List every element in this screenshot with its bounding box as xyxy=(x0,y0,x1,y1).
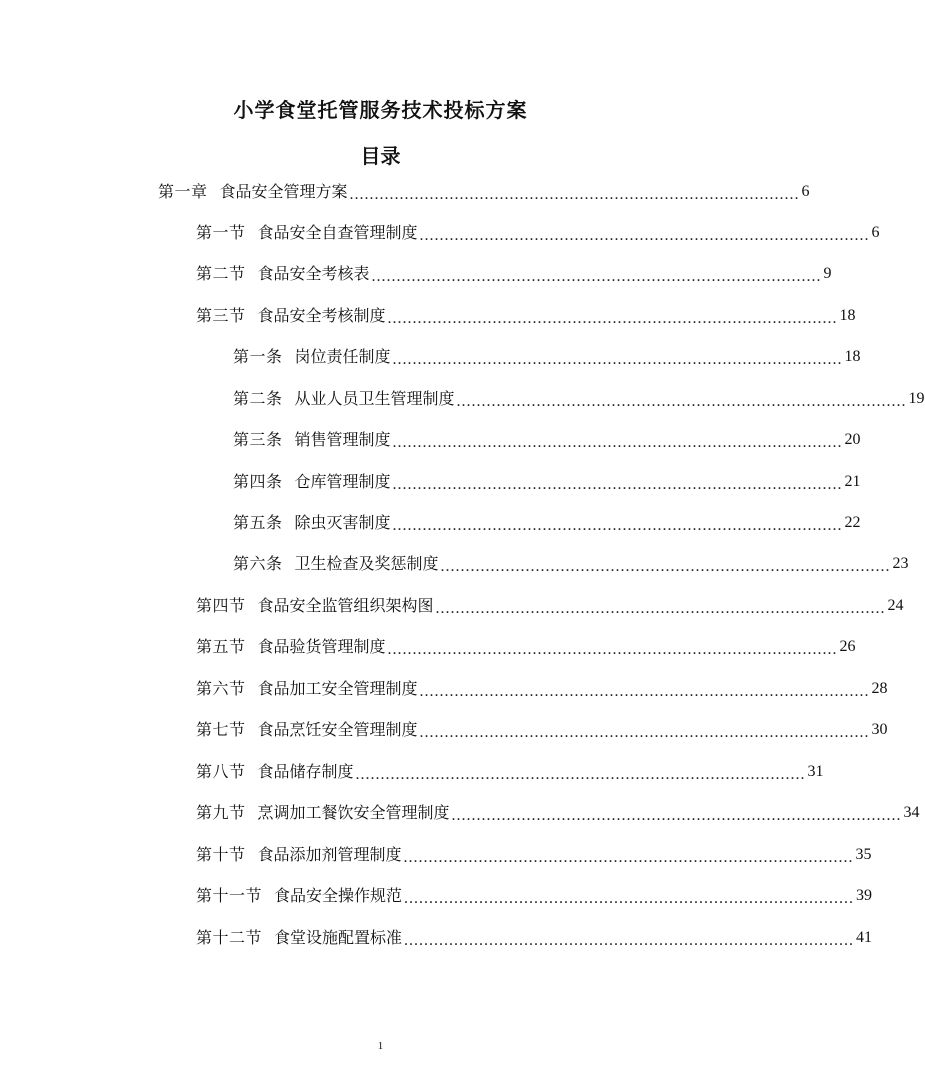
toc-entry-title: 食品安全自查管理制度 xyxy=(257,223,418,242)
toc-entry-page: 18 xyxy=(839,307,856,324)
toc-entry-title: 食品验货管理制度 xyxy=(257,637,386,656)
toc-entry-title: 销售管理制度 xyxy=(294,430,391,449)
toc-entry-section-3[interactable] xyxy=(196,300,856,332)
toc-entry-title: 烹调加工餐饮安全管理制度 xyxy=(257,803,450,822)
toc-entry-page: 26 xyxy=(839,638,856,655)
dot-leader: .......................................................................................... xyxy=(404,932,855,949)
dot-leader: .......................................................................................... xyxy=(392,476,843,493)
toc-entry-article-4[interactable] xyxy=(233,466,861,498)
toc-entry-page: 34 xyxy=(903,804,920,821)
dot-leader: .......................................................................................... xyxy=(387,310,838,327)
toc-entry-label: 第七节 xyxy=(196,720,246,739)
toc-entry-title: 食品安全考核表 xyxy=(257,264,370,283)
dot-leader: .......................................................................................... xyxy=(392,351,843,368)
toc-entry-page: 28 xyxy=(871,680,888,697)
toc-entry-section-2[interactable] xyxy=(196,258,832,290)
dot-leader: .......................................................................................... xyxy=(371,268,822,285)
dot-leader: .......................................................................................... xyxy=(349,186,800,203)
toc-entry-label: 第六节 xyxy=(196,679,246,698)
toc-entry-section-12[interactable] xyxy=(196,922,873,954)
dot-leader: .......................................................................................... xyxy=(392,517,843,534)
dot-leader: .......................................................................................... xyxy=(440,558,891,575)
toc-entry-title: 食品安全考核制度 xyxy=(257,306,386,325)
dot-leader: .......................................................................................... xyxy=(435,600,886,617)
toc-entry-label: 第一条 xyxy=(233,347,283,366)
dot-leader: .......................................................................................... xyxy=(355,766,806,783)
toc-entry-section-11[interactable] xyxy=(196,880,873,912)
toc-entry-article-3[interactable] xyxy=(233,424,861,456)
toc-entry-page: 21 xyxy=(844,473,861,490)
toc-entry-label: 第十一节 xyxy=(196,886,263,905)
toc-entry-title: 食品储存制度 xyxy=(257,762,354,781)
toc-entry-article-5[interactable] xyxy=(233,507,861,539)
footer-page-number: 1 xyxy=(377,1040,384,1052)
toc-entry-page: 6 xyxy=(871,224,880,241)
toc-entry-section-6[interactable] xyxy=(196,673,888,705)
toc-entry-label: 第九节 xyxy=(196,803,246,822)
toc-entry-page: 35 xyxy=(855,846,872,863)
toc-entry-section-5[interactable] xyxy=(196,631,856,663)
toc-entry-label: 第八节 xyxy=(196,762,246,781)
dot-leader: .......................................................................................... xyxy=(456,393,907,410)
toc-entry-label: 第二节 xyxy=(196,264,246,283)
toc-entry-label: 第六条 xyxy=(233,554,283,573)
toc-entry-article-6[interactable] xyxy=(233,548,909,580)
toc-entry-page: 39 xyxy=(856,887,873,904)
toc-entry-article-1[interactable] xyxy=(233,341,861,373)
toc-entry-label: 第四条 xyxy=(233,472,283,491)
toc-entry-page: 22 xyxy=(844,514,861,531)
toc-entry-section-10[interactable] xyxy=(196,839,872,871)
toc-entry-label: 第四节 xyxy=(196,596,246,615)
toc-heading: 目录 xyxy=(360,144,401,168)
toc-entry-label: 第三条 xyxy=(233,430,283,449)
dot-leader: .......................................................................................... xyxy=(419,724,870,741)
toc-entry-title: 食品安全管理方案 xyxy=(219,182,348,201)
toc-entry-section-7[interactable] xyxy=(196,714,888,746)
toc-entry-title: 仓库管理制度 xyxy=(294,472,391,491)
toc-entry-page: 9 xyxy=(823,265,832,282)
toc-entry-title: 从业人员卫生管理制度 xyxy=(294,389,455,408)
toc-entry-title: 食品安全操作规范 xyxy=(274,886,403,905)
toc-entry-page: 41 xyxy=(856,929,873,946)
toc-entry-page: 31 xyxy=(807,763,824,780)
toc-entry-label: 第十二节 xyxy=(196,928,263,947)
toc-entry-page: 20 xyxy=(844,431,861,448)
toc-entry-section-4[interactable] xyxy=(196,590,904,622)
dot-leader: .......................................................................................... xyxy=(403,849,854,866)
toc-entry-page: 19 xyxy=(908,390,925,407)
dot-leader: .......................................................................................... xyxy=(387,641,838,658)
dot-leader: .......................................................................................... xyxy=(451,807,902,824)
toc-entry-label: 第一章 xyxy=(158,182,208,201)
toc-entry-article-2[interactable] xyxy=(233,383,925,415)
dot-leader: .......................................................................................... xyxy=(404,890,855,907)
toc-entry-section-8[interactable] xyxy=(196,756,824,788)
toc-entry-title: 食堂设施配置标准 xyxy=(274,928,403,947)
toc-entry-title: 食品安全监管组织架构图 xyxy=(257,596,434,615)
dot-leader: .......................................................................................... xyxy=(419,227,870,244)
toc-entry-page: 23 xyxy=(892,555,909,572)
toc-entry-title: 食品添加剂管理制度 xyxy=(257,845,402,864)
toc-entry-page: 30 xyxy=(871,721,888,738)
toc-entry-label: 第二条 xyxy=(233,389,283,408)
toc-entry-title: 食品加工安全管理制度 xyxy=(257,679,418,698)
dot-leader: .......................................................................................... xyxy=(392,434,843,451)
dot-leader: .......................................................................................... xyxy=(419,683,870,700)
toc-entry-chapter-1[interactable] xyxy=(158,176,810,208)
toc-entry-page: 24 xyxy=(887,597,904,614)
toc-entry-title: 食品烹饪安全管理制度 xyxy=(257,720,418,739)
toc-entry-label: 第五节 xyxy=(196,637,246,656)
toc-entry-title: 岗位责任制度 xyxy=(294,347,391,366)
toc-entry-section-9[interactable] xyxy=(196,797,920,829)
toc-entry-page: 6 xyxy=(801,183,810,200)
document-title: 小学食堂托管服务技术投标方案 xyxy=(233,98,528,122)
toc-entry-title: 卫生检查及奖惩制度 xyxy=(294,554,439,573)
toc-entry-page: 18 xyxy=(844,348,861,365)
toc-entry-label: 第三节 xyxy=(196,306,246,325)
toc-entry-label: 第一节 xyxy=(196,223,246,242)
toc-entry-title: 除虫灭害制度 xyxy=(294,513,391,532)
toc-entry-label: 第五条 xyxy=(233,513,283,532)
toc-entry-section-1[interactable] xyxy=(196,217,880,249)
toc-entry-label: 第十节 xyxy=(196,845,246,864)
